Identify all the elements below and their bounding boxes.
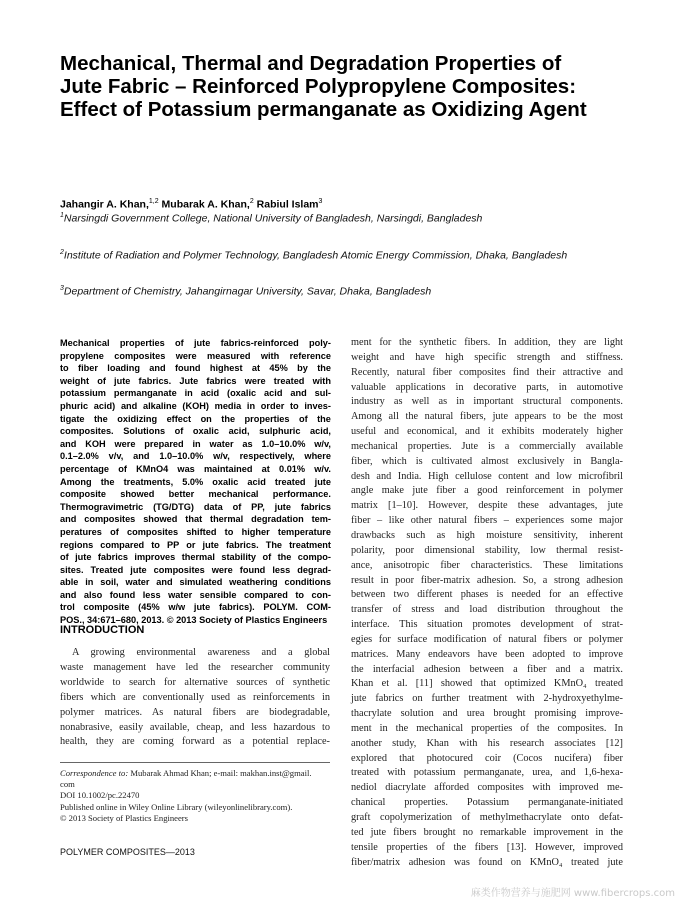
- abstract-line: [60, 551, 331, 564]
- abstract-word: as: [242, 438, 253, 449]
- body-text-line: fiber, which is cultivated almost exclusively in Bangla-: [351, 455, 623, 467]
- abstract-word: to: [290, 400, 299, 411]
- abstract-word: The: [265, 539, 283, 550]
- abstract: [60, 337, 331, 627]
- abstract-word: compared: [243, 589, 288, 600]
- abstract-word: acid): [93, 400, 116, 411]
- body-text-line: transfer of stress and load distribution throughout the: [351, 604, 623, 616]
- body-text-line: ance, anisotropic fiber characteristics. These limitations: [351, 559, 623, 571]
- abstract-line: [60, 513, 331, 526]
- abstract-word: fabrics: [206, 375, 237, 386]
- abstract-word: and: [60, 514, 77, 525]
- abstract-word: found: [109, 589, 136, 600]
- abstract-word: of: [110, 526, 119, 537]
- abstract-word: highest: [209, 363, 243, 374]
- abstract-line: [60, 387, 331, 400]
- abstract-word: and: [133, 451, 150, 462]
- abstract-line: [60, 601, 331, 614]
- abstract-line: [60, 375, 331, 388]
- abstract-word: with: [312, 375, 331, 386]
- introduction-line: A growing environmental awareness and a global: [72, 647, 330, 658]
- abstract-word: potassium: [60, 388, 106, 399]
- abstract-word: 5.0%: [182, 476, 204, 487]
- abstract-line: [60, 337, 331, 350]
- abstract-word: trol: [60, 602, 75, 613]
- abstract-word: prepared: [144, 438, 184, 449]
- abstract-word: of: [60, 552, 69, 563]
- affiliation-marker: 1: [60, 212, 64, 219]
- abstract-word: temperature: [277, 526, 331, 537]
- affiliation-text: Department of Chemistry, Jahangirnagar University, Savar, Dhaka, Bangladesh: [63, 285, 432, 298]
- abstract-word: Thermogravimetric: [60, 501, 144, 512]
- abstract-word: KOH: [85, 438, 106, 449]
- footnote-line: Published online in Wiley Online Library (wileyonlinelibrary.com).: [60, 801, 293, 812]
- abstract-word: loading: [107, 363, 140, 374]
- abstract-word: in: [85, 577, 94, 588]
- abstract-word: jute: [130, 564, 147, 575]
- body-text-line: chanical properties. Potassium permanganate-initiated: [351, 797, 623, 809]
- abstract-word: found: [174, 363, 201, 374]
- abstract-word: of: [97, 375, 106, 386]
- abstract-word: and: [149, 363, 166, 374]
- abstract-word: or: [186, 539, 196, 550]
- abstract-word: of: [174, 426, 184, 437]
- abstract-word: w/w: [168, 602, 186, 613]
- abstract-word: alkaline: [142, 400, 177, 411]
- affiliation: [60, 285, 431, 298]
- introduction-line: fibers which are conventionally used as reinforcements in: [60, 691, 330, 703]
- abstract-word: composite: [60, 489, 106, 500]
- introduction-line: health, they are coming forward as a potential replace-: [60, 736, 330, 748]
- abstract-word: to: [224, 526, 234, 537]
- abstract-word: 1.0–10.0%: [159, 451, 204, 462]
- abstract-word: acid,: [310, 426, 331, 437]
- abstract-word: and: [60, 589, 77, 600]
- abstract-word: improves: [134, 552, 176, 563]
- abstract-word: conditions: [284, 577, 331, 588]
- body-text-line: fiber/matrix adhesion was found on KMnO₄ treated jute: [351, 856, 623, 868]
- abstract-word: sensible: [199, 589, 237, 600]
- body-text-line: egies for surface modification of natural fibers or polymer: [351, 633, 623, 645]
- abstract-word: oxalic: [212, 476, 239, 487]
- abstract-word: order: [260, 400, 285, 411]
- abstract-word: treatments,: [123, 476, 174, 487]
- abstract-word: better: [168, 489, 195, 500]
- introduction-line: worldwide to search for alternative sources of synthetic: [60, 676, 330, 688]
- abstract-word: less: [142, 589, 161, 600]
- abstract-word: acid: [264, 388, 283, 399]
- abstract-word: with: [260, 350, 280, 361]
- abstract-line: [60, 501, 331, 514]
- abstract-word: composites: [84, 514, 136, 525]
- abstract-word: tem-: [311, 514, 331, 525]
- abstract-word: 0.01%: [279, 463, 306, 474]
- body-text-line: desh and India. High cellulose content and low microfibril: [351, 470, 623, 482]
- abstract-line: [60, 450, 331, 463]
- abstract-word: at: [251, 363, 261, 374]
- abstract-word: COM-: [306, 602, 331, 613]
- abstract-word: in: [184, 388, 193, 399]
- body-text-line: between two different phases is needed for an effective: [351, 589, 623, 601]
- abstract-word: less: [272, 564, 291, 575]
- watermark: 麻类作物营养与施肥网 www.fibercrops.com: [470, 888, 675, 899]
- body-text-line: treated with potassium permanganate, urea, and 1,6-hexa-: [351, 767, 623, 779]
- abstract-line: [60, 488, 331, 501]
- abstract-word: reference: [289, 350, 331, 361]
- abstract-word: 45%: [269, 363, 288, 374]
- author-affiliation-marker: 2: [249, 198, 254, 205]
- abstract-word: also: [83, 589, 103, 600]
- abstract-word: showed: [120, 489, 155, 500]
- abstract-word: jute: [75, 552, 92, 563]
- title-line: Mechanical, Thermal and Degradation Properties of: [60, 52, 562, 75]
- abstract-word: peratures: [60, 526, 102, 537]
- abstract-word: acid,: [228, 426, 250, 437]
- abstract-word: water: [125, 577, 150, 588]
- introduction-line: waste management have led the researcher community: [60, 661, 330, 673]
- abstract-line: [60, 400, 331, 413]
- affiliation: [60, 212, 482, 225]
- body-text-line: tensile properties of the fibers [13]. However, improved: [351, 841, 623, 853]
- abstract-word: acid: [247, 476, 266, 487]
- abstract-word: simulated: [179, 577, 223, 588]
- body-text-line: valuable applications in decorative parts, in automotive: [351, 381, 623, 393]
- abstract-word: treated: [274, 476, 306, 487]
- abstract-word: where: [304, 451, 331, 462]
- abstract-line: [60, 476, 331, 489]
- author-name: Jahangir A. Khan,: [60, 198, 149, 211]
- body-text-line: Khan et al. [11] showed that optimized KMnO₄ treated: [351, 678, 623, 690]
- abstract-word: Jute: [179, 375, 199, 386]
- abstract-line: [60, 413, 331, 426]
- body-text-line: nediol diacrylate afforded composites with improved me-: [351, 782, 623, 794]
- abstract-word: and: [60, 438, 77, 449]
- abstract-word: jute: [193, 338, 211, 348]
- affiliation-text: Institute of Radiation and Polymer Technology, Bangladesh Atomic Energy Commission, Dhaka, Bangladesh: [63, 249, 568, 262]
- abstract-word: con-: [311, 589, 331, 600]
- abstract-word: oxidizing: [117, 413, 158, 424]
- journal-footer: POLYMER COMPOSITES—2013: [60, 847, 195, 857]
- abstract-word: and: [120, 400, 138, 411]
- abstract-word: able: [60, 577, 79, 588]
- abstract-word: POLYM.: [263, 602, 298, 613]
- footnote-divider: [60, 762, 330, 763]
- abstract-word: was: [177, 463, 195, 474]
- affiliation: [60, 249, 567, 262]
- body-text-line: drawbacks such as high moisture sensitivity, inherent: [351, 529, 623, 541]
- abstract-word: jute: [114, 375, 131, 386]
- abstract-word: the: [100, 476, 115, 487]
- body-text-line: the interfacial adhesion between a fiber and a matrix.: [351, 663, 623, 675]
- abstract-word: POS., 34:671–680, 2013. © 2013 Society of Plastics Engineers: [60, 615, 328, 626]
- body-text-line: ted jute fibers brought no remarkable improvement in the: [351, 826, 623, 838]
- abstract-line: [60, 438, 331, 451]
- affiliation-marker: 2: [60, 249, 64, 256]
- abstract-word: composites: [114, 350, 166, 361]
- body-text-line: result in poor fiber-matrix adhesion. So, a strong adhesion: [351, 574, 623, 586]
- author-affiliation-marker: 3: [318, 198, 323, 205]
- body-text-line: matrices. Many endeavors have been adopted to improve: [351, 648, 623, 660]
- abstract-line: [60, 576, 331, 589]
- abstract-word: respectively,: [239, 451, 295, 462]
- body-text-line: Recently, natural fiber composites find their attractive and: [351, 366, 623, 378]
- abstract-word: the: [277, 552, 292, 563]
- abstract-word: of: [262, 552, 272, 563]
- body-text-line: industry as well as in important structural components.: [351, 396, 623, 408]
- body-text-line: jute fabrics on further treatment with 2-hydroxyethylme-: [351, 693, 623, 705]
- abstract-word: the: [94, 413, 108, 424]
- body-text-line: Among all the natural fibers, jute appears to be the most: [351, 411, 623, 423]
- abstract-word: degradation: [251, 514, 304, 525]
- abstract-word: water: [168, 589, 193, 600]
- abstract-word: of: [298, 413, 308, 424]
- abstract-word: data: [203, 501, 223, 512]
- abstract-word: w/v,: [213, 451, 230, 462]
- footnote-line: Correspondence to: Mubarak Ahmad Khan; e-mail: makhan.inst@gmail.: [60, 768, 312, 778]
- footnote-line: com: [60, 779, 75, 790]
- author-affiliation-marker: 1,2: [148, 198, 159, 205]
- introduction-line: polymer matrices. As natural fibers are biodegradable,: [60, 706, 330, 718]
- abstract-word: sites.: [60, 564, 84, 575]
- footnotes: [60, 768, 332, 824]
- abstract-word: (TG/DTG): [153, 501, 194, 512]
- abstract-word: Among: [60, 476, 92, 487]
- abstract-word: higher: [241, 526, 270, 537]
- abstract-line: [60, 425, 331, 438]
- abstract-word: composites.: [60, 426, 114, 437]
- body-text-line: explored that photocured coir (Cocos nucifera) fiber: [351, 752, 623, 764]
- abstract-line: [60, 539, 331, 552]
- abstract-word: that: [185, 514, 203, 525]
- title-line: Jute Fabric – Reinforced Polypropylene Composites:: [60, 75, 577, 98]
- abstract-word: fabrics).: [218, 602, 255, 613]
- abstract-word: (KOH): [182, 400, 209, 411]
- abstract-word: the: [221, 413, 236, 424]
- abstract-word: composites: [153, 564, 205, 575]
- abstract-word: compo-: [297, 552, 331, 563]
- abstract-word: weathering: [229, 577, 278, 588]
- introduction-line: nonabrasive, easily available, cheap, and less hazardous to: [60, 721, 330, 733]
- abstract-word: were: [175, 350, 197, 361]
- abstract-word: in: [192, 438, 201, 449]
- abstract-word: 0.1–2.0%: [60, 451, 99, 462]
- right-column-body: [351, 336, 623, 870]
- abstract-word: percentage: [60, 463, 110, 474]
- footnote-line: © 2013 Society of Plastics Engineers: [60, 812, 189, 823]
- abstract-word: found: [239, 564, 266, 575]
- abstract-word: were: [114, 438, 136, 449]
- body-text-line: another study, Khan with his research associates [12]: [351, 737, 623, 749]
- introduction-body: [60, 646, 330, 750]
- abstract-word: fabrics.: [138, 375, 172, 386]
- body-text-line: thacrylate solution and urea brought promising improve-: [351, 708, 623, 720]
- abstract-word: (45%: [138, 602, 160, 613]
- abstract-word: poly-: [309, 338, 331, 348]
- abstract-line: [60, 463, 331, 476]
- abstract-line: [60, 589, 331, 602]
- abstract-word: and: [156, 577, 173, 588]
- abstract-word: permanganate: [113, 388, 177, 399]
- abstract-word: fiber: [78, 363, 98, 374]
- body-text-line: ment for the synthetic fibers. In addition, they are light: [351, 337, 623, 348]
- affiliation-marker: 3: [60, 285, 64, 292]
- abstract-word: of: [118, 463, 127, 474]
- abstract-word: water: [209, 438, 234, 449]
- title-line: Effect of Potassium permanganate as Oxidizing Agent: [60, 98, 587, 121]
- author-list: [60, 198, 322, 211]
- abstract-word: the: [317, 363, 331, 374]
- section-heading-introduction: INTRODUCTION: [60, 624, 145, 636]
- body-text-line: mechanical properties. Jute is a commercially available: [351, 440, 623, 452]
- abstract-word: of: [175, 338, 184, 348]
- abstract-word: propylene: [60, 350, 104, 361]
- abstract-word: maintained: [203, 463, 253, 474]
- abstract-word: by: [297, 363, 308, 374]
- abstract-word: and: [290, 388, 307, 399]
- author-name: Rabiul Islam: [253, 198, 319, 211]
- abstract-word: fabrics.: [225, 539, 259, 550]
- paper-title: [60, 52, 620, 121]
- abstract-word: regions: [60, 539, 94, 550]
- abstract-word: Mechanical: [60, 338, 110, 348]
- abstract-word: media: [214, 400, 242, 411]
- abstract-word: properties: [119, 338, 165, 348]
- abstract-line: [60, 362, 331, 375]
- abstract-word: mechanical: [208, 489, 259, 500]
- body-text-line: fiber – like other natural fibers – experiences some major: [351, 515, 623, 527]
- abstract-word: degrad-: [297, 564, 331, 575]
- abstract-word: on: [200, 413, 212, 424]
- abstract-word: measured: [207, 350, 251, 361]
- abstract-word: in: [246, 400, 256, 411]
- abstract-word: (oxalic: [227, 388, 257, 399]
- abstract-word: were: [244, 375, 266, 386]
- abstract-word: jute: [202, 539, 219, 550]
- abstract-word: sulphuric: [259, 426, 301, 437]
- abstract-word: fabrics-reinforced: [220, 338, 299, 348]
- abstract-word: stability: [221, 552, 257, 563]
- abstract-word: composites: [127, 526, 179, 537]
- abstract-word: the: [317, 413, 331, 424]
- abstract-word: to: [151, 539, 160, 550]
- abstract-word: w/v,: [314, 438, 331, 449]
- footnote-line: DOI 10.1002/pc.22470: [60, 790, 140, 801]
- author-name: Mubarak A. Khan,: [158, 198, 250, 211]
- body-text-line: polarity, poor dimensional stability, low thermal resist-: [351, 544, 623, 556]
- abstract-word: 1.0–10.0%: [261, 438, 306, 449]
- abstract-word: thermal: [210, 514, 244, 525]
- abstract-word: composite: [83, 602, 130, 613]
- affiliation-text: Narsingdi Government College, National University of Bangladesh, Narsingdi, Bangladesh: [63, 212, 483, 225]
- abstract-line: [60, 564, 331, 577]
- abstract-word: to: [295, 589, 305, 600]
- abstract-word: w/v.: [314, 463, 331, 474]
- abstract-word: jute: [274, 501, 291, 512]
- abstract-word: properties: [244, 413, 290, 424]
- body-text-line: weight and have high specific strength and stiffness.: [351, 351, 623, 363]
- abstract-word: effect: [166, 413, 192, 424]
- abstract-word: v/v,: [108, 451, 124, 462]
- abstract-word: shifted: [186, 526, 217, 537]
- abstract-word: fabrics: [300, 501, 331, 512]
- abstract-word: jute: [193, 602, 211, 613]
- abstract-line: [60, 350, 331, 363]
- abstract-word: at: [261, 463, 270, 474]
- abstract-word: inves-: [304, 400, 331, 411]
- abstract-word: Solutions: [123, 426, 166, 437]
- abstract-word: sul-: [314, 388, 331, 399]
- body-text-line: ment in the mechanical properties of the composites. In: [351, 722, 623, 734]
- abstract-word: acid: [200, 388, 220, 399]
- abstract-word: oxalic: [192, 426, 219, 437]
- abstract-word: phuric: [60, 400, 89, 411]
- abstract-word: fabrics: [97, 552, 128, 563]
- abstract-word: KMnO4: [136, 463, 169, 474]
- abstract-word: to: [60, 363, 69, 374]
- abstract-word: were: [211, 564, 233, 575]
- abstract-word: treated: [273, 375, 305, 386]
- abstract-word: Treated: [90, 564, 124, 575]
- abstract-word: soil,: [100, 577, 119, 588]
- body-text-line: interface. This situation promotes development of strat-: [351, 619, 623, 631]
- body-text-line: graft copolymerization of methylmethacrylate onto defat-: [351, 812, 623, 823]
- abstract-word: thermal: [181, 552, 215, 563]
- abstract-word: showed: [143, 514, 178, 525]
- abstract-word: tigate: [60, 413, 85, 424]
- abstract-word: compared: [100, 539, 145, 550]
- abstract-word: treatment: [289, 539, 331, 550]
- abstract-word: PP,: [251, 501, 265, 512]
- abstract-word: performance.: [272, 489, 331, 500]
- body-text-line: useful and economical, and it exhibits moderately higher: [351, 426, 623, 438]
- abstract-word: of: [232, 501, 242, 512]
- body-text-line: matrix [1–10]. However, despite these advantages, jute: [351, 500, 623, 512]
- body-text-line: angle make jute fiber a good reinforcement in polymer: [351, 485, 623, 497]
- abstract-line: [60, 526, 331, 539]
- abstract-word: PP: [166, 539, 180, 550]
- abstract-word: jute: [314, 476, 331, 487]
- abstract-word: weight: [60, 375, 90, 386]
